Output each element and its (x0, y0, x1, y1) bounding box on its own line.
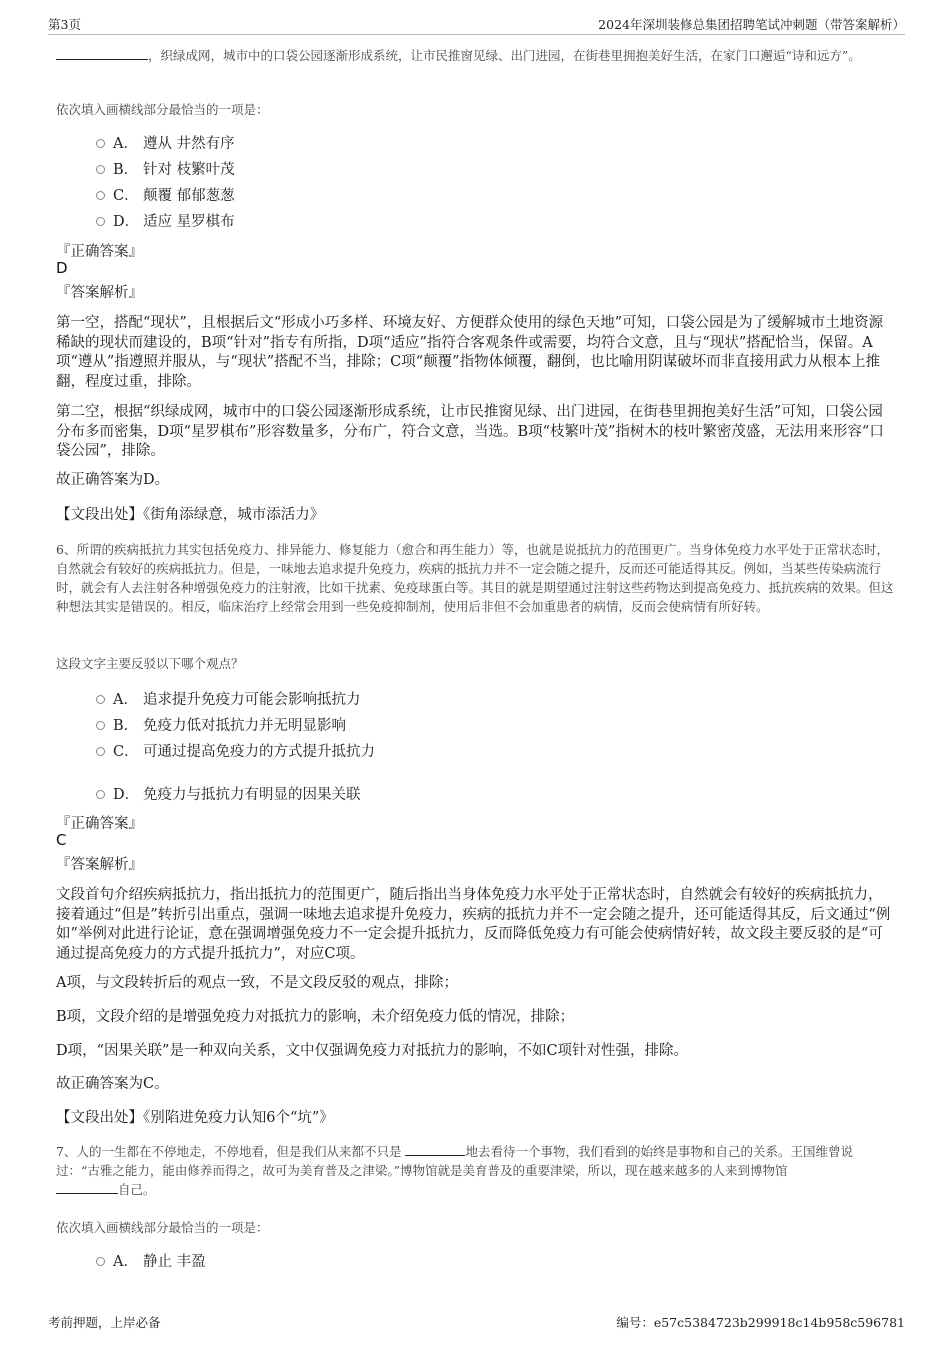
q5-stem: ，织绿成网，城市中的口袋公园逐渐形成系统，让市民推窗见绿、出门进园，在街巷里拥抱美好生活，在家门口邂逅“诗和远方”。 (56, 46, 896, 65)
q6-source: 【文段出处】《别陷进免疫力认知6个“坑”》 (56, 1110, 334, 1126)
q5-option-c[interactable]: C． 颠覆 郁郁葱葱 (96, 186, 235, 206)
document-code: 编号：e57c5384723b299918c14b958c596781 (616, 1315, 905, 1330)
radio-icon[interactable] (96, 165, 105, 174)
q6-option-b[interactable]: B． 免疫力低对抵抗力并无明显影响 (96, 716, 346, 736)
q6-analysis-b: B项，文段介绍的是增强免疫力对抵抗力的影响，未介绍免疫力低的情况，排除； (56, 1009, 575, 1025)
fill-blank (56, 1180, 118, 1194)
q6-stem: 6、所谓的疾病抵抗力其实包括免疫力、排异能力、修复能力（愈合和再生能力）等，也就是说抵抗力的范围更广。当身体免疫力水平处于正常状态时，自然就会有较好的疾病抵抗力。但是，一味地去追求提升免疫力，疾病的抵抗力并不一定会随之提升，反而还可能适得其反。例如，当某些传染病流行时，就会有人去注射各种增强免疫力的注射液，比如干扰素、免疫球蛋白等。其目的就是期望通过注射这些药物达到提高免疫力、抵抗疾病的效果。但这种想法其实是错误的。相反，临床治疗上经常会用到一些免疫抑制剂，使用后非但不会加重患者的病情，反而会使病情有所好转。 (56, 542, 894, 614)
q5-analysis-1: 第一空，搭配“现状”，且根据后文“形成小巧多样、环境友好、方便群众使用的绿色天地”可知，口袋公园是为了缓解城市土地资源稀缺的现状而建设的，B项“针对”指专有所指，D项“适应”指符合客观条件或需要，均符合文意，且与“现状”搭配恰当，保留。A项“遵从”指遵照并服从，与“现状”搭配不当，排除；C项“颠覆”指物体倾覆，翻倒，也比喻用阴谋破坏而非直接用武力从根本上推翻，程度过重，排除。 (56, 315, 884, 390)
q5-option-d[interactable]: D． 适应 星罗棋布 (96, 212, 235, 232)
radio-icon[interactable] (96, 1257, 105, 1266)
q5-conclusion: 故正确答案为D。 (56, 472, 170, 488)
q5-answer: D (56, 259, 68, 277)
q5-source: 【文段出处】《街角添绿意，城市添活力》 (56, 507, 325, 523)
footer-slogan: 考前押题，上岸必备 (48, 1315, 161, 1330)
radio-icon[interactable] (96, 747, 105, 756)
radio-icon[interactable] (96, 139, 105, 148)
q6-option-d[interactable]: D． 免疫力与抵抗力有明显的因果关联 (96, 785, 361, 805)
q7-prompt: 依次填入画横线部分最恰当的一项是： (56, 1220, 269, 1235)
page-number: 第3页 (48, 17, 81, 32)
fill-blank (56, 46, 148, 60)
radio-icon[interactable] (96, 217, 105, 226)
q6-analysis-1: 文段首句介绍疾病抵抗力，指出抵抗力的范围更广，随后指出当身体免疫力水平处于正常状态时，自然就会有较好的疾病抵抗力，接着通过“但是”转折引出重点，强调一味地去追求提升免疫力，疾病的抵抗力并不一定会随之提升，还可能适得其反，后文通过“例如”举例对此进行论证，意在强调增强免疫力不一定会提升抵抗力，反而降低免疫力有可能会使病情好转，故文段主要反驳的是“可通过提高免疫力的方式提升抵抗力”，对应C项。 (56, 887, 891, 962)
q5-analysis-label: 『答案解析』 (56, 285, 143, 301)
q5-analysis-2: 第二空，根据“织绿成网，城市中的口袋公园逐渐形成系统，让市民推窗见绿、出门进园，在街巷里拥抱美好生活”可知，口袋公园分布多而密集，D项“星罗棋布”形容数量多，分布广，符合文意，当选。B项“枝繁叶茂”指树木的枝叶繁密茂盛，无法用来形容“口袋公园”，排除。 (56, 404, 884, 459)
q6-option-a[interactable]: A． 追求提升免疫力可能会影响抵抗力 (96, 690, 361, 710)
radio-icon[interactable] (96, 191, 105, 200)
q7-option-a[interactable]: A． 静止 丰盈 (96, 1252, 206, 1272)
q6-option-c[interactable]: C． 可通过提高免疫力的方式提升抵抗力 (96, 742, 375, 762)
fill-blank (405, 1142, 465, 1156)
q6-analysis-label: 『答案解析』 (56, 857, 143, 873)
q6-prompt: 这段文字主要反驳以下哪个观点？ (56, 656, 244, 671)
q7-stem: 7、人的一生都在不停地走，不停地看，但是我们从来都不只是 地去看待一个事物，我们看到的始终是事物和自己的关系。王国维曾说过：“古雅之能力，能由修养而得之，故可为美育普及之津梁。”博物馆就是美育普及的重要津梁，所以，现在越来越多的人来到博物馆 自己。 (56, 1144, 853, 1197)
page-header (48, 12, 905, 35)
q6-analysis-d: D项，“因果关联”是一种双向关系，文中仅强调免疫力对抵抗力的影响，不如C项针对性强，排除。 (56, 1043, 689, 1059)
radio-icon[interactable] (96, 721, 105, 730)
q6-analysis-a: A项，与文段转折后的观点一致，不是文段反驳的观点，排除； (56, 975, 458, 991)
document-title: 2024年深圳装修总集团招聘笔试冲刺题（带答案解析） (598, 17, 905, 32)
q6-answer: C (56, 831, 67, 849)
q5-option-b[interactable]: B． 针对 枝繁叶茂 (96, 160, 235, 180)
radio-icon[interactable] (96, 695, 105, 704)
radio-icon[interactable] (96, 790, 105, 799)
q6-conclusion: 故正确答案为C。 (56, 1076, 169, 1092)
q6-answer-label: 『正确答案』 (56, 816, 143, 832)
q5-answer-label: 『正确答案』 (56, 244, 143, 260)
q5-prompt: 依次填入画横线部分最恰当的一项是： (56, 102, 269, 117)
q5-option-a[interactable]: A． 遵从 井然有序 (96, 134, 235, 154)
